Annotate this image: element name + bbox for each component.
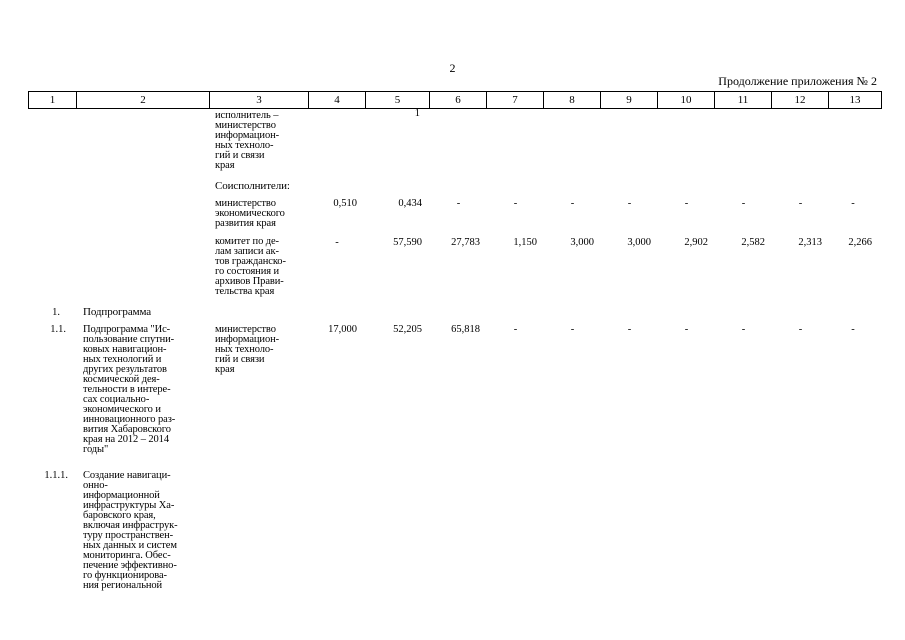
- value-col13: 2,266: [848, 237, 872, 248]
- header-col-8: 8: [544, 92, 601, 109]
- zags-committee-text: комитет по де- лам записи ак- тов гражданско- го состояния и архивов Прави- тельства края: [215, 236, 286, 297]
- header-col-1: 1: [29, 92, 77, 109]
- value-col11: 2,582: [741, 237, 765, 248]
- value-col8: -: [570, 198, 575, 209]
- responsible-ministry-text: министерство информацион- ных техноло- гий и связи края: [215, 324, 280, 375]
- value-col6: 65,818: [451, 324, 480, 335]
- header-col-7: 7: [487, 92, 544, 109]
- value-col5: 0,434: [398, 198, 422, 209]
- value-col13: -: [851, 324, 855, 335]
- subprogram-title: Подпрограмма: [83, 306, 152, 318]
- value-col5: 57,590: [393, 237, 422, 248]
- row-number: 1.1.1.: [44, 470, 68, 481]
- header-col-11: 11: [715, 92, 772, 109]
- row-number: 1.: [52, 307, 60, 318]
- header-col-10: 10: [658, 92, 715, 109]
- ministry-economy-text: министерство экономического развития края: [215, 198, 285, 229]
- value-col12: 2,313: [798, 237, 822, 248]
- value-col9: -: [627, 324, 632, 335]
- value-col7: -: [513, 324, 518, 335]
- value-col12: -: [798, 324, 803, 335]
- value-col8: 3,000: [570, 237, 594, 248]
- stray-mark: 1: [414, 108, 420, 119]
- value-col10: -: [684, 198, 689, 209]
- page-number: 2: [449, 61, 456, 75]
- value-col13: -: [851, 198, 855, 209]
- value-col4: 0,510: [333, 198, 357, 209]
- header-col-9: 9: [601, 92, 658, 109]
- value-col12: -: [798, 198, 803, 209]
- value-col5: 52,205: [393, 324, 422, 335]
- value-col10: 2,902: [684, 237, 708, 248]
- value-col7: 1,150: [513, 237, 537, 248]
- coexecutors-label: Соисполнители:: [215, 180, 290, 192]
- value-col11: -: [741, 324, 746, 335]
- appendix-caption: Продолжение приложения № 2: [718, 74, 877, 88]
- value-col6: 27,783: [451, 237, 480, 248]
- header-col-13: 13: [829, 92, 882, 109]
- column-number-header: [28, 91, 882, 109]
- header-col-4: 4: [309, 92, 366, 109]
- header-col-2: 2: [77, 92, 210, 109]
- header-col-6: 6: [430, 92, 487, 109]
- row-number: 1.1.: [50, 324, 66, 335]
- value-col4: -: [335, 237, 339, 248]
- value-col10: -: [684, 324, 689, 335]
- value-col4: 17,000: [328, 324, 357, 335]
- subprogram-name: Подпрограмма "Ис- пользование спутни- ковых навигацион- ных технологий и других результатов космической дея- тельности в интере- сах социально- экономического и инновационного раз- вития Хабаровского края на 2012 – 2014 годы": [83, 324, 176, 455]
- header-col-3: 3: [210, 92, 309, 109]
- executor-text: исполнитель – министерство информацион- ных техноло- гий и связи края: [215, 110, 280, 171]
- value-col6: -: [456, 198, 461, 209]
- value-col7: -: [513, 198, 518, 209]
- value-col8: -: [570, 324, 575, 335]
- value-col11: -: [741, 198, 746, 209]
- header-col-12: 12: [772, 92, 829, 109]
- value-col9: 3,000: [627, 237, 651, 248]
- activity-description: Создание навигаци- онно- информационной инфраструктуры Ха- баровского края, включая инфраструк- туру пространствен- ных данных и систем мониторинга. Обес- печение эффективно- го функционирова- ния региональной: [83, 470, 178, 591]
- value-col9: -: [627, 198, 632, 209]
- header-col-5: 5: [366, 92, 430, 109]
